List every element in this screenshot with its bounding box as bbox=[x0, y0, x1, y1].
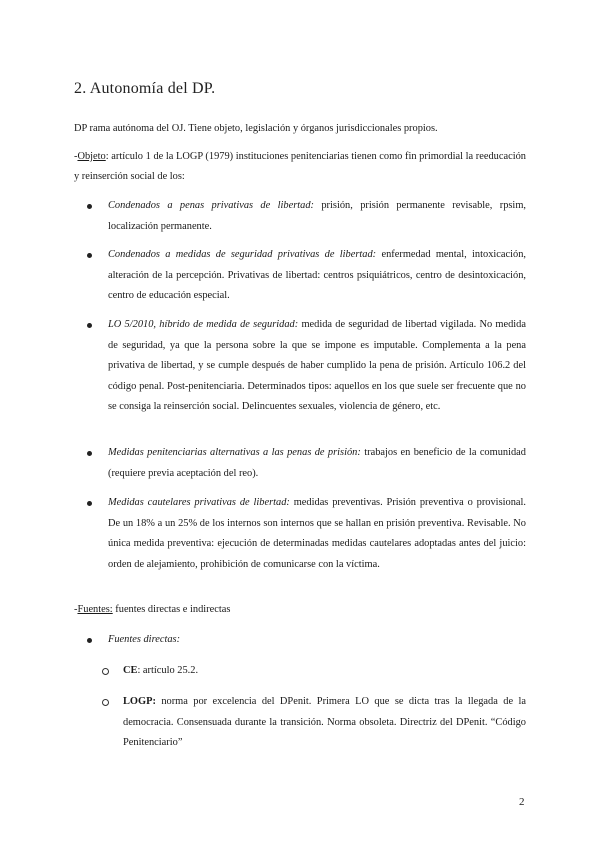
list-item bbox=[108, 443, 526, 484]
bullet-icon bbox=[87, 451, 92, 456]
section-heading: 2. Autonomía del DP. bbox=[74, 80, 216, 97]
list-item-label: Condenados a penas privativas de libertad: bbox=[108, 200, 314, 211]
sub-list-item bbox=[123, 692, 526, 754]
list-item bbox=[108, 196, 526, 237]
list-item bbox=[108, 315, 526, 418]
objeto-paragraph bbox=[74, 147, 526, 187]
list-item-label: LO 5/2010, híbrido de medida de seguridad: bbox=[108, 319, 299, 330]
bullet-icon bbox=[87, 204, 92, 209]
list-item-text: medidas preventivas. Prisión preventiva o provisional. De un 18% a un 25% de los internos son internos que se hallan en prisión preventiva. Revisable. No única medida preventiva: ejecución de determinadas medidas cautelares adoptadas antes del juicio: orden de alejamiento, prohibición de comunicarse con la víctima. bbox=[108, 497, 526, 570]
bullet-icon bbox=[87, 501, 92, 506]
list-item-label: Fuentes directas: bbox=[108, 634, 181, 645]
objeto-label: Objeto bbox=[77, 151, 106, 162]
list-item-text: enfermedad mental, intoxicación, alteración de la percepción. Privativas de libertad: centros psiquiátricos, centro de desintoxicación, centro de educación especial. bbox=[108, 249, 526, 302]
fuentes-text: fuentes directas e indirectas bbox=[112, 604, 231, 615]
sub-list-item-text: : artículo 25.2. bbox=[137, 665, 199, 676]
list-item bbox=[108, 630, 526, 651]
bullet-icon bbox=[87, 323, 92, 328]
bullet-icon bbox=[87, 253, 92, 258]
list-item-text: medida de seguridad de libertad vigilada. No medida de seguridad, ya que la persona sobre la que se impone es imputable. Complementa a la pena privativa de libertad, y se cumple después de haber cumplido la pena de prisión. Artículo 106.2 del código penal. Post-penitenciaria. Determinados tipos: aquellos en los que suele ser frecuente que no se consiga la reinserción social. Delincuentes sexuales, violencia de género, etc. bbox=[108, 319, 526, 413]
list-item-label: Condenados a medidas de seguridad privativas de libertad: bbox=[108, 249, 377, 260]
list-item-text: prisión, prisión permanente revisable, rpsim, localización permanente. bbox=[108, 200, 526, 232]
list-item-label: Medidas penitenciarias alternativas a las penas de prisión: bbox=[108, 447, 361, 458]
objeto-text: : artículo 1 de la LOGP (1979) instituciones penitenciarias tienen como fin primordial la reeducación y reinserción social de los: bbox=[74, 151, 526, 182]
circle-bullet-icon bbox=[102, 668, 109, 675]
fuentes-paragraph bbox=[74, 600, 526, 620]
fuentes-prefix: - bbox=[74, 604, 78, 615]
list-item bbox=[108, 493, 526, 575]
sub-list-item-text: norma por excelencia del DPenit. Primera LO que se dicta tras la llegada de la democracia. Consensuada durante la transición. Norma obsoleta. Directriz del DPenit. “Código Penitenciario” bbox=[123, 696, 526, 749]
sub-list-item bbox=[123, 661, 526, 682]
bullet-icon bbox=[87, 638, 92, 643]
list-item-label: Medidas cautelares privativas de libertad: bbox=[108, 497, 290, 508]
circle-bullet-icon bbox=[102, 699, 109, 706]
sub-list-item-label: LOGP: bbox=[123, 696, 156, 707]
list-item-text: trabajos en beneficio de la comunidad (requiere previa aceptación del reo). bbox=[108, 447, 526, 479]
list-item bbox=[108, 245, 526, 307]
fuentes-label: Fuentes: bbox=[77, 604, 113, 615]
sub-list-item-label: CE bbox=[123, 665, 138, 676]
intro-paragraph: DP rama autónoma del OJ. Tiene objeto, legislación y órganos jurisdiccionales propios. bbox=[74, 123, 438, 134]
objeto-prefix: - bbox=[74, 151, 78, 162]
page-number: 2 bbox=[519, 796, 525, 808]
